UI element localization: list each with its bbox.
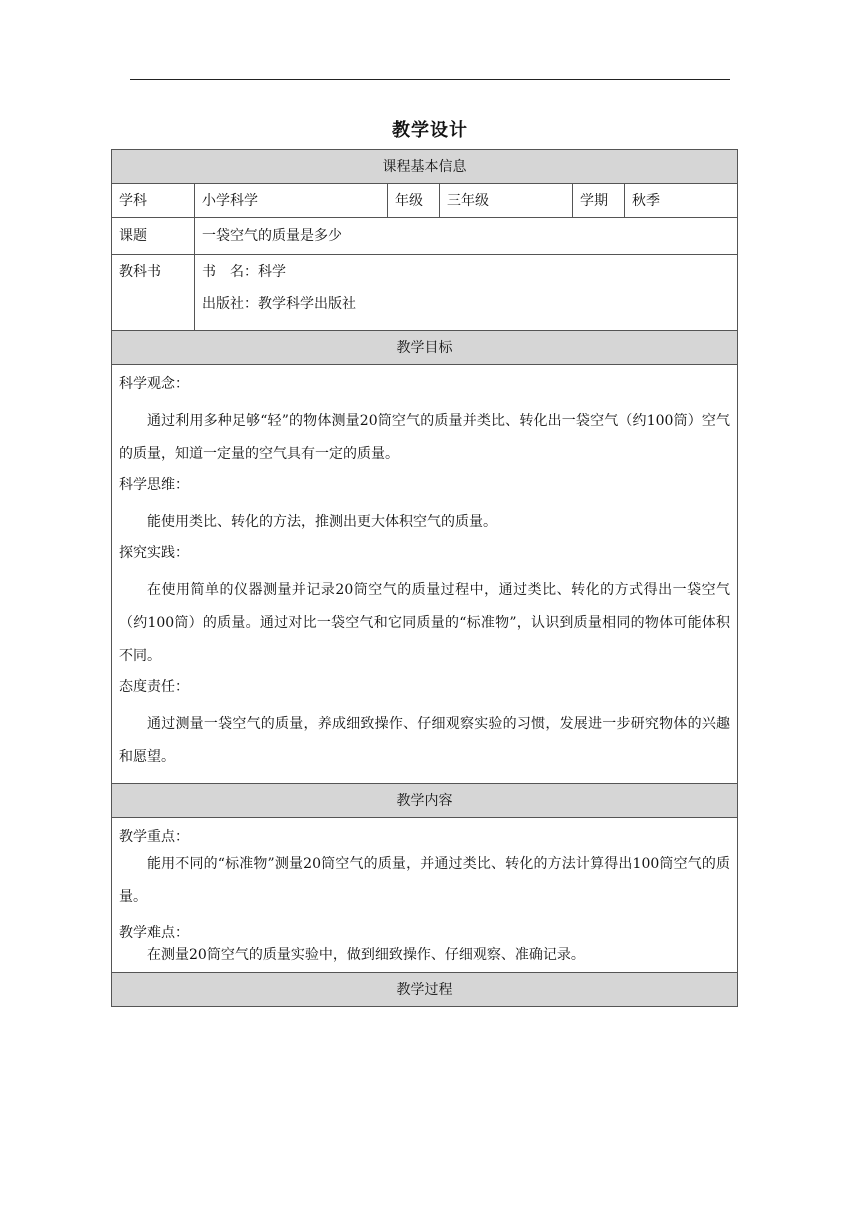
subject-label: 学科 xyxy=(112,184,195,218)
document-title: 教学设计 xyxy=(392,120,468,141)
objective-text: 通过利用多种足够“轻”的物体测量20筒空气的质量并类比、转化出一袋空气（约100筒）空气的质量，知道一定量的空气具有一定的质量。 xyxy=(119,413,731,462)
content-heading: 教学重点： xyxy=(119,829,189,845)
objective-heading: 科学观念： xyxy=(119,376,189,392)
content-cell xyxy=(112,818,738,973)
section-title: 课程基本信息 xyxy=(112,150,738,184)
content-text: 能用不同的“标准物”测量20筒空气的质量，并通过类比、转化的方法计算得出100筒空气的质量。 xyxy=(119,856,731,905)
section-title: 教学内容 xyxy=(112,784,738,818)
header-rule xyxy=(130,79,730,80)
table-row xyxy=(112,818,738,973)
section-header-process xyxy=(112,973,738,1007)
objective-heading: 态度责任： xyxy=(119,679,189,695)
objective-heading: 科学思维： xyxy=(119,477,189,493)
objective-heading: 探究实践： xyxy=(119,545,189,561)
objective-text: 在使用简单的仪器测量并记录20筒空气的质量过程中，通过类比、转化的方式得出一袋空气（约100筒）的质量。通过对比一袋空气和它同质量的“标准物”，认识到质量相同的物体可能体积不同。 xyxy=(119,582,731,664)
section-header-basic-info xyxy=(112,150,738,184)
objectives-cell xyxy=(112,365,738,784)
section-title: 教学目标 xyxy=(112,331,738,365)
term-value: 秋季 xyxy=(625,184,738,218)
topic-label: 课题 xyxy=(112,218,195,255)
section-title: 教学过程 xyxy=(112,973,738,1007)
content-text: 在测量20筒空气的质量实验中，做到细致操作、仔细观察、准确记录。 xyxy=(147,947,585,963)
textbook-label: 教科书 xyxy=(112,255,195,331)
objective-text: 能使用类比、转化的方法，推测出更大体积空气的质量。 xyxy=(147,514,497,530)
section-header-content xyxy=(112,784,738,818)
table-row xyxy=(112,218,738,255)
book-publisher: 出版社：教学科学出版社 xyxy=(202,296,356,312)
content-heading: 教学难点： xyxy=(119,925,189,941)
lesson-plan-table xyxy=(111,149,738,1007)
table-row xyxy=(112,365,738,784)
grade-label: 年级 xyxy=(388,184,440,218)
topic-value: 一袋空气的质量是多少 xyxy=(195,218,738,255)
section-header-objectives xyxy=(112,331,738,365)
textbook-value xyxy=(195,255,738,331)
subject-value: 小学科学 xyxy=(195,184,388,218)
table-row xyxy=(112,255,738,331)
book-name: 书 名：科学 xyxy=(202,264,286,280)
grade-value: 三年级 xyxy=(440,184,573,218)
table-row xyxy=(112,184,738,218)
term-label: 学期 xyxy=(573,184,625,218)
objective-text: 通过测量一袋空气的质量，养成细致操作、仔细观察实验的习惯，发展进一步研究物体的兴趣和愿望。 xyxy=(119,716,731,765)
